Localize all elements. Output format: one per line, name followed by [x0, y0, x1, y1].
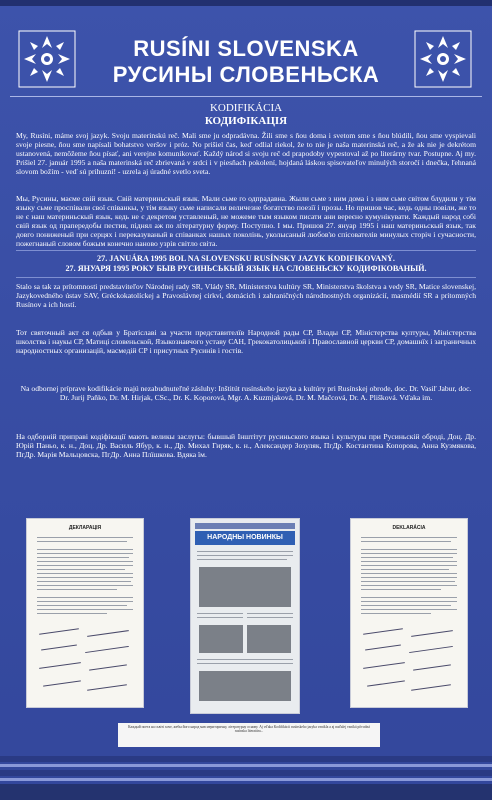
document-heading: ДЕКЛАРАЦІЯ [68, 525, 102, 531]
caption-box: Каждый поета на сьвіті хоче, жебы його народ мав мериторичну, літературну основу. Aj vďaka Kodifikácii rusínskeho jazyka vznikla a aj naďalej vzniká pôvodná rusínska literatúra... [118, 723, 380, 747]
newspaper-masthead: НАРОДНЫ НОВИНКЫ [195, 531, 295, 545]
title-divider [10, 96, 482, 97]
paragraph-intro-slovak: My, Rusíni, máme svoj jazyk. Svoju materinskú reč. Mali sme ju odpradávna. Žili sme s ňou doma i svetom sme s ňou blúdili, ňou sme vyspievali svoje piesne, ňou sme napísali bohatstvo veršov i próz. No prišiel čas, keď odlial riekol, že to nie je naša materinská reč, a že ak nie je dekrétom ustanovená, nemôžeme ňou písať, ani verejne komunikovať. Každý národ si svoju reč od prapodoby vypestoval až po literárny tvar. Postupne. Aj my. Prišiel 27. január 1995 a naša materinská reč zbrievaná v srdci i v piesňach pokolení, hojdaná láskou spisovateľov minulých storočí i dnečka, ľehnaná slovom božím - veď sú prihuzní! - uzrela aj úradné svetlo sveta. [16, 131, 476, 176]
declaration-document-slovak [350, 518, 468, 708]
bottom-decorative-stripes [0, 756, 492, 800]
newspaper-clipping [190, 518, 300, 714]
paragraph-credits-rusyn: На одборній приправі кодіфікації мають великы заслугы: бывшый Інштітут русиньского языка і культуры при Русиньскій оброді, Доц. Др. Юрій Паньо, к. н., Доц. Др. Василь Ябур, к. н., Др. Михал Гиряк, к. н., Александер Зозуляк, ПгДр. Костантина Копорова, Анна Кузмякова, ПгДр. Марія Мальцовска, ПгДр. Анна Плїшкова. Вдяка їм. [16, 432, 476, 459]
document-heading: DEKLARÁCIA [392, 525, 426, 531]
newspaper-photo [247, 625, 291, 653]
top-stripe [0, 0, 492, 6]
codification-statement-rusyn: 27. ЯНУАРЯ 1995 РОКУ БЫВ РУСИНЬСЬКЫЙ ЯЗЫК НА СЛОВЕНЬСКУ КОДИФІКОВАНЫЙ. [65, 264, 427, 273]
paragraph-intro-rusyn: Мы, Русины, маєме свій язык. Свій материньскый язык. Мали сьме го одпрадавна. Жыли сьме з ним дома і з ним сьме світом блудили у тім языку сьме проспівали свої співанкы, у тім языку сьме написали величезне богатство поезії і прозы. Но пришов час, кедь одны повіли, же то не є наш материньскый язык, кедь не є декретом уставленый, не можеме тым языком писати ани вереєно кумунікувати. Каждый народ собі свій язык од прапередобы пестив, піднял аж по літературну форму. Поступно. І мы. Пришов 27. януар 1995 і наш материньскый язык, так довго пониженый при серцях і переказуваный в співанках нашых поколінь, уколысаный любов'ю спісователів минулых сторіч і сучасности, пожегнаный словом божым конечно наново узрів світло світа. [16, 194, 476, 248]
declaration-document-rusyn [26, 518, 144, 708]
newspaper-photo [199, 567, 291, 607]
divider [16, 277, 476, 278]
folk-ornament-right-icon [414, 30, 472, 88]
newspaper-photo [199, 671, 291, 701]
paragraph-attendance-rusyn: Тот святочный акт ся одбыв у Братіславі за участи представителїв Народной рады СР, Влады СР, Міністерства културы, Міністерства школства і наукы СР, Матиці словеньской, Языкознавчого уставу САН, Грекокатолицькой і Православной церкви СР, домашнїх і заграничных народностных организацій, масмедій СР і присутных Русинів і гостів. [16, 328, 476, 355]
page-title-rusyn: РУСИНЫ СЛОВЕНЬСКА [112, 62, 380, 87]
page-title-slovak: RUSÍNI SLOVENSKA [133, 36, 359, 61]
divider [16, 250, 476, 251]
codification-statement-slovak: 27. JANUÁRA 1995 BOL NA SLOVENSKU RUSÍNSKY JAZYK KODIFIKOVANÝ. [97, 254, 395, 263]
paragraph-attendance-slovak: Stalo sa tak za prítomnosti predstaviteľov Národnej rady SR, Vlády SR, Ministerstva kultúry SR, Ministerstva školstva a vedy SR, Matice slovenskej, Jazykovedného ústav SAV, Gréckokatolíckej a Pravoslávnej cirkvi, domácich i zahraničných národnostných organizácií, masmédií SR a prítomných Rusínov a ich hostí. [16, 282, 476, 309]
section-subtitle-slovak: KODIFIKÁCIA [209, 102, 283, 114]
section-subtitle-rusyn: КОДИФІКАЦІЯ [204, 115, 288, 127]
folk-ornament-left-icon [18, 30, 76, 88]
codification-date-statement [16, 254, 476, 274]
paragraph-credits-slovak: Na odbornej príprave kodifikácie majú nezabudnuteľné zásluhy: Inštitút rusínskeho jazyka a kultúry pri Rusínskej obrode, doc. Dr. Vasiľ Jabur, doc. Dr. Jurij Paňko, Dr. M. Hirjak, CSc., Dr. K. Koporová, Mgr. A. Kuzmjaková, Dr. M. Mačcová, Dr. A. Plišková. Vďaka im. [20, 384, 472, 402]
newspaper-photo [199, 625, 243, 653]
